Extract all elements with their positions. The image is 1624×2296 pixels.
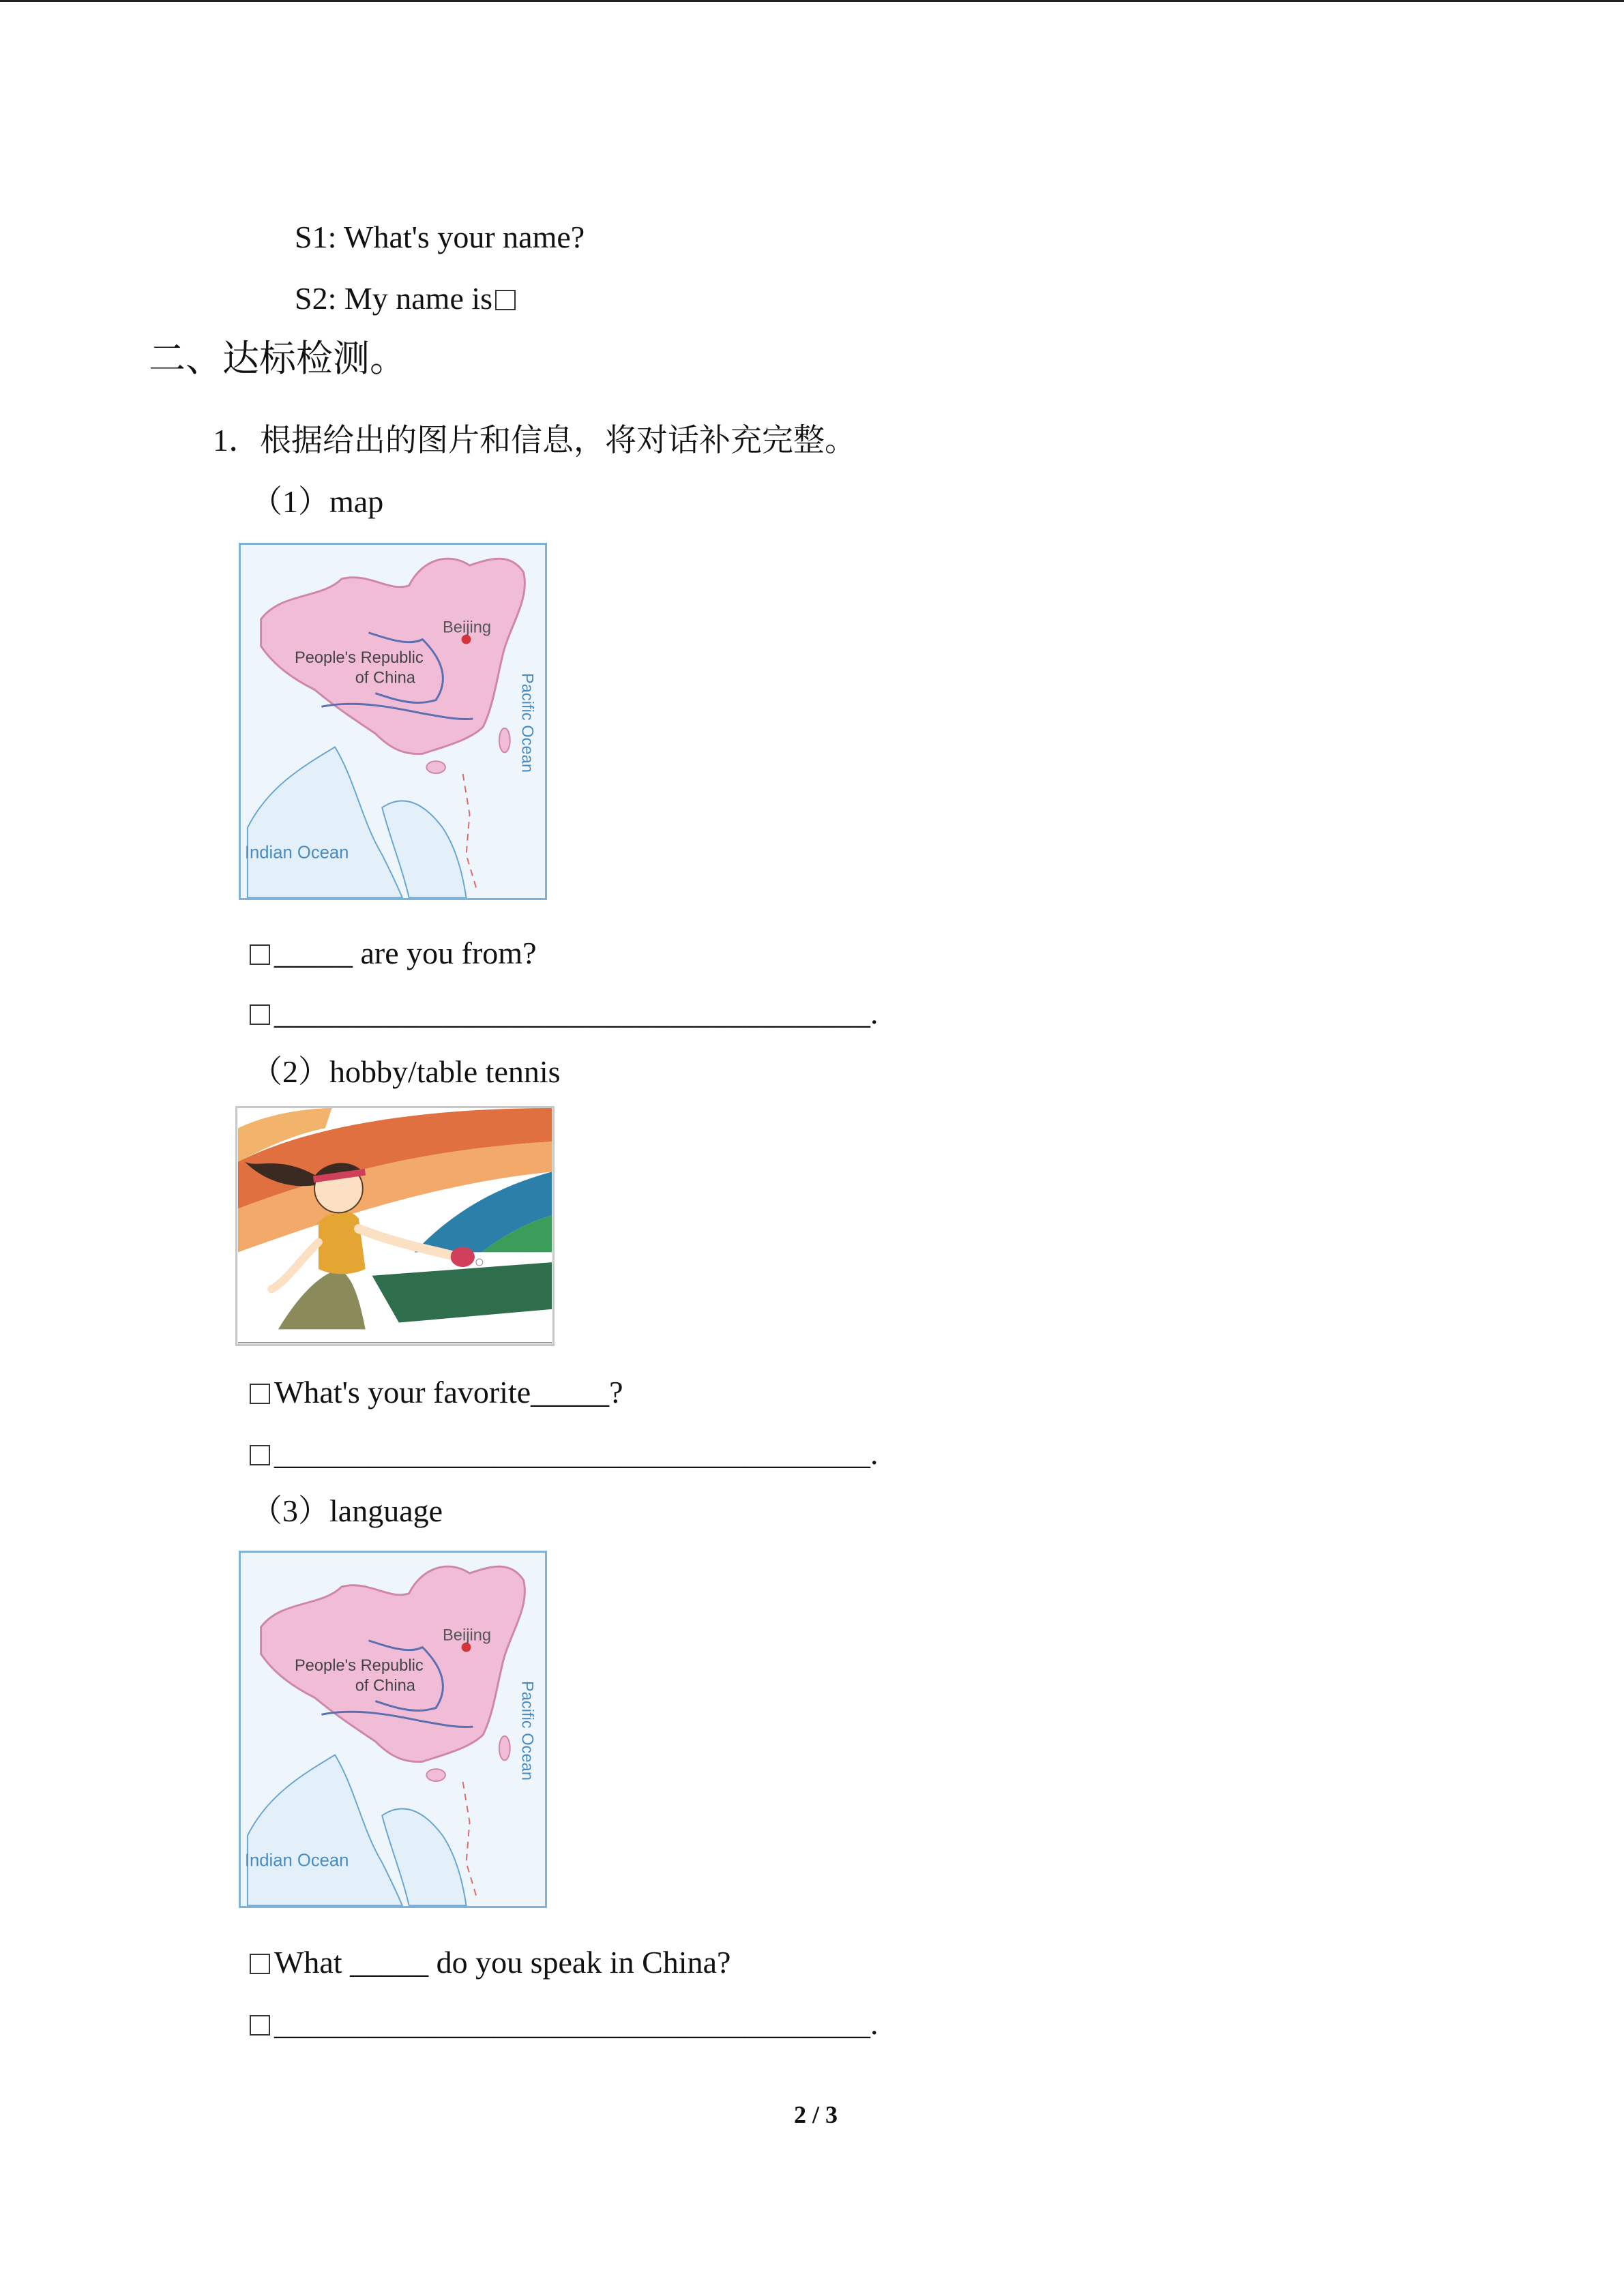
item-label-map: （1）map: [251, 484, 384, 519]
table-tennis-svg: [237, 1108, 552, 1344]
answer-blank[interactable]: ______________________________________.: [274, 2006, 879, 2041]
question-text: What _____ do you speak in China?: [274, 1945, 731, 1980]
map-label-indian-ocean: Indian Ocean: [244, 843, 349, 863]
china-map-image: [239, 543, 547, 900]
map-label-country-2: of China: [355, 669, 415, 687]
section-heading: 二、达标检测。: [149, 338, 407, 379]
answer-checkbox[interactable]: [495, 290, 516, 310]
answer-checkbox[interactable]: [250, 2015, 270, 2036]
map-label-pacific-ocean: Pacific Ocean: [518, 672, 536, 773]
map-label-country-1: People's Republic: [294, 649, 424, 668]
question-line: [250, 1373, 623, 1412]
answer-line: [250, 2005, 879, 2043]
dialogue-line-s2: [295, 280, 520, 318]
question-line: [250, 934, 537, 972]
answer-checkbox[interactable]: [250, 1954, 270, 1974]
item-label-language: （3）language: [251, 1493, 443, 1528]
page-number: 2 / 3: [794, 2101, 838, 2128]
map-label-indian-ocean: Indian Ocean: [244, 1851, 349, 1870]
answer-checkbox[interactable]: [250, 1004, 270, 1025]
item-label-hobby: （2）hobby/table tennis: [251, 1054, 561, 1089]
task-instruction: 1．根据给出的图片和信息，将对话补充完整。: [213, 423, 856, 458]
dialogue-line-s2-text: S2: My name is: [295, 281, 493, 316]
map-label-beijing: Beijing: [443, 618, 492, 637]
map-label-country-2: of China: [355, 1677, 415, 1695]
answer-blank[interactable]: ______________________________________.: [274, 996, 879, 1030]
dialogue-line-s1: S1: What's your name?: [295, 220, 585, 254]
answer-checkbox[interactable]: [250, 1384, 270, 1404]
page-top-border: [0, 0, 1624, 2]
answer-checkbox[interactable]: [250, 1445, 270, 1465]
question-text: _____ are you from?: [274, 936, 537, 970]
answer-line: [250, 1435, 879, 1473]
table-tennis-image: [235, 1106, 555, 1346]
map-label-country-1: People's Republic: [294, 1657, 424, 1675]
china-map-image: [239, 1551, 547, 1908]
question-line: [250, 1943, 730, 1982]
china-map-svg: [241, 1553, 545, 1906]
question-text: What's your favorite_____?: [274, 1375, 623, 1410]
answer-checkbox[interactable]: [250, 944, 270, 965]
answer-blank[interactable]: ______________________________________.: [274, 1436, 879, 1471]
china-map-svg: [241, 545, 545, 898]
map-label-beijing: Beijing: [443, 1626, 492, 1645]
map-label-pacific-ocean: Pacific Ocean: [518, 1680, 536, 1781]
answer-line: [250, 994, 879, 1032]
